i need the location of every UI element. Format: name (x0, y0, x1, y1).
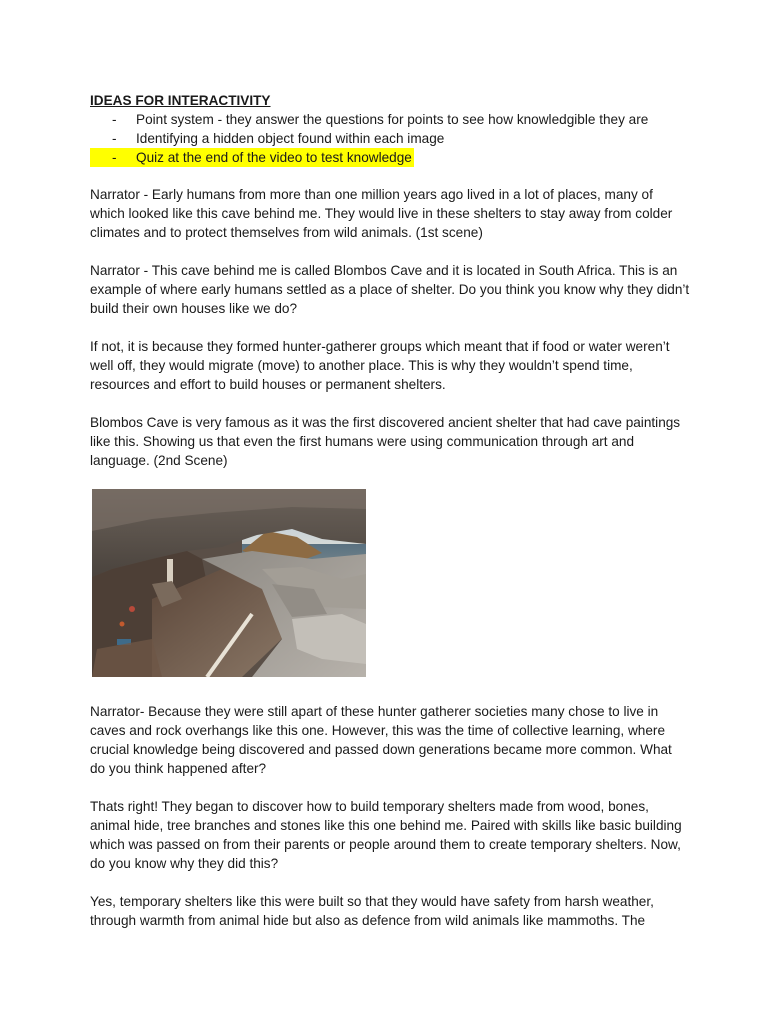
paragraph: Narrator - This cave behind me is called Blombos Cave and it is located in South Africa. This is an example of where early humans settled as a place of shelter. Do you think you know why they didn’t build their own houses like we do? (90, 263, 690, 316)
paragraph: Narrator - Early humans from more than one million years ago lived in a lot of places, many of which looked like this cave behind me. They would live in these shelters to stay away from colder climates and to protect themselves from wild animals. (1st scene) (90, 187, 673, 240)
paragraph: Blombos Cave is very famous as it was the first discovered ancient shelter that had cave paintings like this. Showing us that even the first humans were using communication through art and language. (2nd Scene) (90, 415, 681, 468)
paragraph: Thats right! They began to discover how to build temporary shelters made from wood, bones, animal hide, tree branches and stones like this one behind me. Paired with skills like basic building which was passed on from their parents or people around them to create temporary shelters. Now, do you know why they did this? (90, 799, 682, 871)
document-page (90, 92, 690, 949)
paragraph: Yes, temporary shelters like this were built so that they would have safety from harsh weather, through warmth from animal hide but also as defence from wild animals like mammoths. The (90, 894, 654, 928)
bullet-dash: - (112, 150, 117, 165)
bullet-dash: - (112, 131, 117, 146)
interactivity-ideas-list (90, 110, 690, 167)
paragraph: If not, it is because they formed hunter-gatherer groups which meant that if food or water weren’t well off, they would migrate (move) to another place. This is why they wouldn’t spend time, resources and effort to build houses or permanent shelters. (90, 339, 670, 392)
paragraph: Narrator- Because they were still apart of these hunter gatherer societies many chose to live in caves and rock overhangs like this one. However, this was the time of collective learning, where crucial knowledge being discovered and passed down generations became more common. What do you think happened after? (90, 704, 672, 776)
cave-photo (92, 489, 366, 677)
section-heading: IDEAS FOR INTERACTIVITY (90, 93, 271, 108)
list-item (90, 129, 690, 148)
bullet-dash: - (112, 112, 117, 127)
highlighted-list-item (90, 148, 414, 167)
list-item-text: Identifying a hidden object found within each image (136, 131, 445, 146)
list-item (90, 110, 690, 129)
list-item-text: Point system - they answer the questions for points to see how knowledgible they are (136, 112, 649, 127)
list-item-text: Quiz at the end of the video to test knowledge (136, 150, 412, 165)
